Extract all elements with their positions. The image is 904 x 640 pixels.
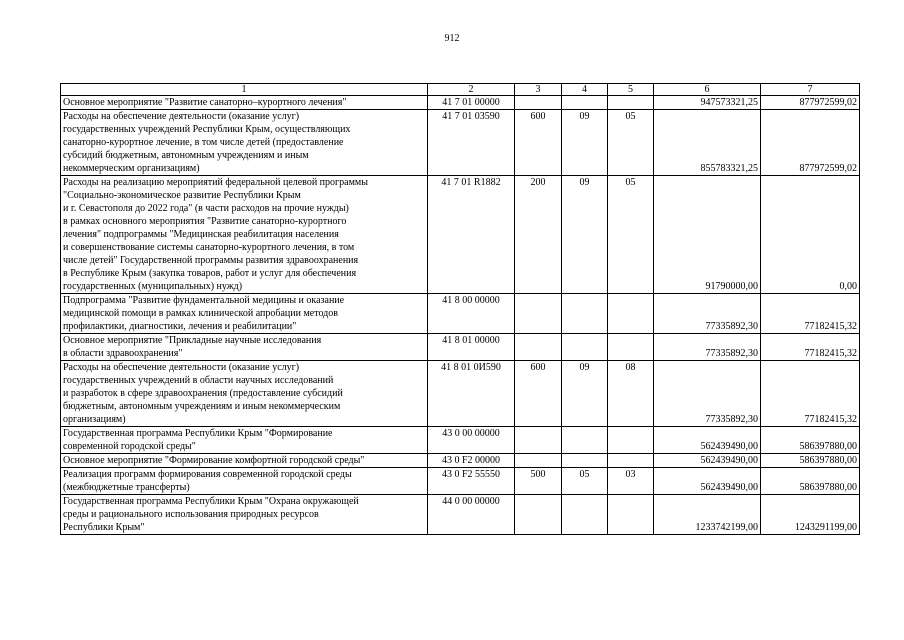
row-amount-year-2: 586397880,00 [761, 468, 860, 495]
row-subsection: 08 [608, 361, 654, 427]
table-body [61, 84, 860, 535]
row-amount-year-2: 877972599,02 [761, 96, 860, 110]
row-description: Подпрограмма "Развитие фундаментальной медицины и оказание медицинской помощи в рамках клинической апробации методов профилактики, диагностики, лечения и реабилитации" [61, 294, 428, 334]
row-section: 09 [562, 361, 608, 427]
header-cell-2: 2 [428, 84, 515, 96]
row-expense-type: 600 [515, 110, 562, 176]
row-expense-type [515, 454, 562, 468]
table-header-row [61, 84, 860, 96]
row-subsection [608, 96, 654, 110]
row-amount-year-1: 947573321,25 [654, 96, 761, 110]
row-subsection [608, 427, 654, 454]
row-section [562, 427, 608, 454]
table-row [61, 427, 860, 454]
row-description: Расходы на обеспечение деятельности (оказание услуг) государственных учреждений в области научных исследований и разработок в сфере здравоохранения (предоставление субсидий бюджетным, автономным учреждениям и иным некоммерческим организациям) [61, 361, 428, 427]
budget-table [60, 83, 860, 535]
row-section [562, 294, 608, 334]
row-expense-type: 600 [515, 361, 562, 427]
row-section [562, 495, 608, 535]
row-target-code: 41 8 00 00000 [428, 294, 515, 334]
row-description: Основное мероприятие "Прикладные научные исследования в области здравоохранения" [61, 334, 428, 361]
header-cell-6: 6 [654, 84, 761, 96]
row-amount-year-1: 77335892,30 [654, 334, 761, 361]
row-section: 09 [562, 110, 608, 176]
row-amount-year-2: 586397880,00 [761, 454, 860, 468]
row-subsection: 05 [608, 110, 654, 176]
row-section: 09 [562, 176, 608, 294]
header-cell-1: 1 [61, 84, 428, 96]
row-amount-year-2: 1243291199,00 [761, 495, 860, 535]
row-amount-year-2: 77182415,32 [761, 361, 860, 427]
header-cell-3: 3 [515, 84, 562, 96]
header-cell-5: 5 [608, 84, 654, 96]
row-amount-year-1: 77335892,30 [654, 361, 761, 427]
row-section [562, 96, 608, 110]
row-expense-type: 200 [515, 176, 562, 294]
row-target-code: 41 7 01 R1882 [428, 176, 515, 294]
page-number: 912 [444, 33, 460, 44]
row-target-code: 41 7 01 03590 [428, 110, 515, 176]
row-expense-type [515, 334, 562, 361]
row-description: Основное мероприятие "Развитие санаторно–курортного лечения" [61, 96, 428, 110]
row-description: Государственная программа Республики Крым "Охрана окружающей среды и рационального использования природных ресурсов Республики Крым" [61, 495, 428, 535]
row-subsection: 05 [608, 176, 654, 294]
row-amount-year-1: 1233742199,00 [654, 495, 761, 535]
row-amount-year-1: 91790000,00 [654, 176, 761, 294]
row-subsection [608, 454, 654, 468]
table-row [61, 334, 860, 361]
row-description: Расходы на обеспечение деятельности (оказание услуг) государственных учреждений Республики Крым, осуществляющих санаторно-курортное лечение, в том числе детей (предоставление субсидий бюджетным, автономным учреждениям и иным некоммерческим организациям) [61, 110, 428, 176]
row-target-code: 43 0 F2 00000 [428, 454, 515, 468]
row-expense-type [515, 427, 562, 454]
row-target-code: 43 0 00 00000 [428, 427, 515, 454]
row-amount-year-1: 77335892,30 [654, 294, 761, 334]
row-subsection [608, 495, 654, 535]
row-amount-year-1: 562439490,00 [654, 468, 761, 495]
row-target-code: 41 7 01 00000 [428, 96, 515, 110]
row-subsection [608, 294, 654, 334]
table-row [61, 361, 860, 427]
header-cell-7: 7 [761, 84, 860, 96]
header-cell-4: 4 [562, 84, 608, 96]
row-target-code: 44 0 00 00000 [428, 495, 515, 535]
row-description: Расходы на реализацию мероприятий федеральной целевой программы "Социально-экономическое развитие Республики Крым и г. Севастополя до 2022 года" (в части расходов на прочие нужды) в рамках основного мероприятия "Развитие санаторно-курортного лечения" подпрограммы "Медицинская реабилитация населения и совершенствование системы санаторно-курортного лечения, в том числе детей" Государственной программы развития здравоохранения в Республике Крым (закупка товаров, работ и услуг для обеспечения государственных (муниципальных) нужд) [61, 176, 428, 294]
row-target-code: 41 8 01 00000 [428, 334, 515, 361]
table-row [61, 468, 860, 495]
row-expense-type: 500 [515, 468, 562, 495]
row-amount-year-1: 562439490,00 [654, 427, 761, 454]
row-subsection [608, 334, 654, 361]
row-amount-year-2: 77182415,32 [761, 294, 860, 334]
row-expense-type [515, 495, 562, 535]
row-amount-year-1: 855783321,25 [654, 110, 761, 176]
row-description: Государственная программа Республики Крым "Формирование современной городской среды" [61, 427, 428, 454]
table-row [61, 110, 860, 176]
row-amount-year-2: 877972599,02 [761, 110, 860, 176]
table-row [61, 495, 860, 535]
table-row [61, 176, 860, 294]
row-expense-type [515, 96, 562, 110]
table-row [61, 454, 860, 468]
row-section [562, 334, 608, 361]
table-row [61, 96, 860, 110]
row-amount-year-2: 77182415,32 [761, 334, 860, 361]
row-target-code: 43 0 F2 55550 [428, 468, 515, 495]
row-expense-type [515, 294, 562, 334]
row-amount-year-1: 562439490,00 [654, 454, 761, 468]
row-amount-year-2: 586397880,00 [761, 427, 860, 454]
row-section [562, 454, 608, 468]
row-amount-year-2: 0,00 [761, 176, 860, 294]
row-section: 05 [562, 468, 608, 495]
row-description: Реализация программ формирования современной городской среды (межбюджетные трансферты) [61, 468, 428, 495]
table-row [61, 294, 860, 334]
row-target-code: 41 8 01 0И590 [428, 361, 515, 427]
row-subsection: 03 [608, 468, 654, 495]
row-description: Основное мероприятие "Формирование комфортной городской среды" [61, 454, 428, 468]
